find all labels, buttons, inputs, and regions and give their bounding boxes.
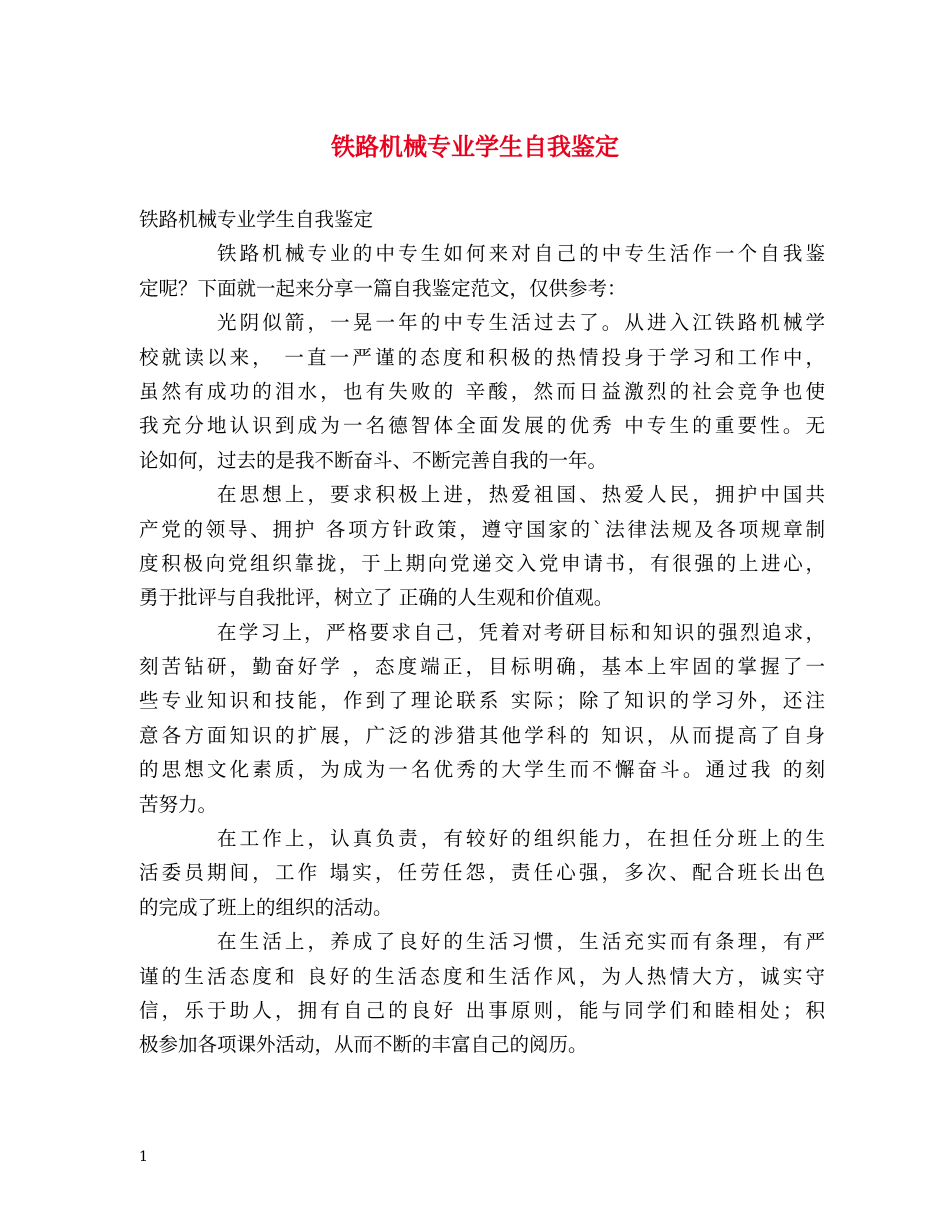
- paragraph-line: 铁路机械专业的中专生如何来对自己的中专生活作一个自我鉴: [217, 242, 825, 266]
- paragraph-line: 的思想文化素质，为成为一名优秀的大学生而不懈奋斗。通过我 的刻: [139, 758, 825, 782]
- paragraph-line: 在工作上，认真负责，有较好的组织能力，在担任分班上的生: [217, 827, 825, 851]
- paragraph-line: 活委员期间，工作 塌实，任劳任怨，责任心强，多次、配合班长出色: [139, 861, 825, 885]
- paragraph-line: 信，乐于助人，拥有自己的良好 出事原则，能与同学们和睦相处；积: [139, 999, 825, 1022]
- paragraph-line: 意各方面知识的扩展，广泛的涉猎其他学科的 知识，从而提高了自身: [139, 723, 825, 747]
- paragraph-list: [139, 237, 825, 1062]
- document-subtitle: 铁路机械专业学生自我鉴定: [139, 208, 374, 231]
- paragraph-line: 校就读以来， 一直一严谨的态度和积极的热情投身于学习和工作中，: [139, 345, 825, 369]
- paragraph-line: 论如何，过去的是我不断奋斗、不断完善自我的一年。: [139, 448, 608, 472]
- paragraph-line: 在学习上，严格要求自己，凭着对考研目标和知识的强烈追求，: [217, 620, 825, 644]
- paragraph-line: 在思想上，要求积极上进，热爱祖国、热爱人民，拥护中国共: [217, 483, 825, 507]
- paragraph-line: 虽然有成功的泪水，也有失败的 辛酸，然而日益激烈的社会竞争也使: [139, 379, 825, 403]
- paragraph-line: 的完成了班上的组织的活动。: [139, 895, 393, 919]
- body-paragraph: [139, 616, 825, 822]
- document-title: 铁路机械专业学生自我鉴定: [331, 132, 619, 161]
- paragraph-line: 定呢？下面就一起来分享一篇自我鉴定范文，仅供参考：: [139, 276, 627, 300]
- paragraph-line: 度积极向党组织靠拢，于上期向党递交入党申请书，有很强的上进心，: [139, 551, 825, 575]
- paragraph-line: 勇于批评与自我批评，树立了 正确的人生观和价值观。: [139, 586, 614, 610]
- paragraph-line: 极参加各项课外活动，从而不断的丰富自己的阅历。: [139, 1033, 588, 1057]
- page-number: 1: [139, 1149, 148, 1165]
- paragraph-line: 刻苦钻研，勤奋好学 ，态度端正，目标明确，基本上牢固的掌握了一: [139, 655, 825, 679]
- paragraph-line: 在生活上，养成了良好的生活习惯，生活充实而有条理，有严: [217, 930, 825, 954]
- body-paragraph: [139, 478, 825, 616]
- body-paragraph: [139, 822, 825, 925]
- body-paragraph: [139, 925, 825, 1063]
- paragraph-line: 产党的领导、拥护 各项方针政策，遵守国家的`法律法规及各项规章制: [139, 517, 825, 541]
- paragraph-line: 我充分地认识到成为一名德智体全面发展的优秀 中专生的重要性。无: [139, 414, 825, 438]
- body-paragraph: [139, 237, 825, 306]
- paragraph-line: 些专业知识和技能，作到了理论联系 实际；除了知识的学习外，还注: [139, 689, 825, 713]
- paragraph-line: 谨的生活态度和 良好的生活态度和生活作风，为人热情大方，诚实守: [139, 964, 825, 988]
- paragraph-line: 光阴似箭，一晃一年的中专生活过去了。从进入江铁路机械学: [217, 311, 825, 335]
- paragraph-line: 苦努力。: [139, 792, 218, 816]
- body-paragraph: [139, 306, 825, 478]
- document-body: [139, 203, 825, 1063]
